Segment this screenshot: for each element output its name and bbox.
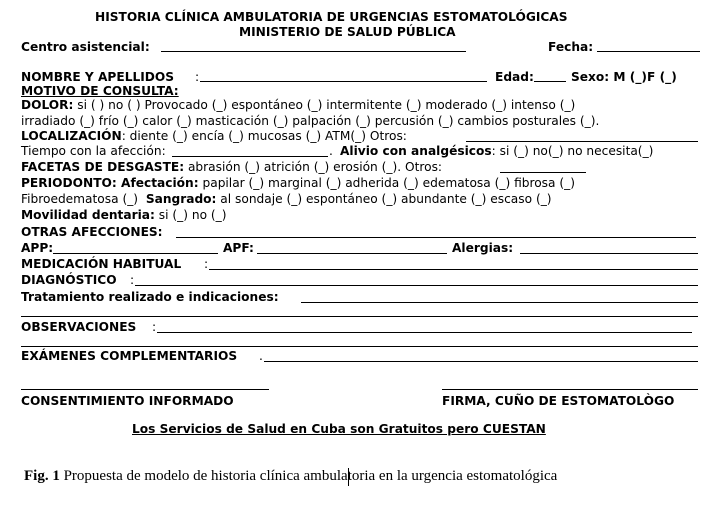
caption-text-1: Propuesta de modelo de historia clínica ambula xyxy=(59,468,348,484)
app-label: APP: xyxy=(21,241,54,255)
observaciones-field-2[interactable] xyxy=(21,346,698,347)
movilidad-options[interactable]: si (_) no (_) xyxy=(154,208,227,222)
otras-field[interactable] xyxy=(176,237,696,238)
age-label: Edad: xyxy=(495,70,534,84)
facetas-otros-field[interactable] xyxy=(500,172,586,173)
diagnostico-field[interactable] xyxy=(135,285,698,286)
name-field[interactable] xyxy=(200,81,487,82)
tiempo-field[interactable] xyxy=(172,156,328,157)
medicacion-separator: : xyxy=(204,257,209,271)
movilidad-row xyxy=(21,209,227,221)
periodonto-options[interactable]: papilar (_) marginal (_) adherida (_) edematosa (_) fibrosa (_) xyxy=(198,176,575,190)
alergias-label: Alergias: xyxy=(452,241,514,255)
dolor-row xyxy=(21,99,575,111)
ministry-title: MINISTERIO DE SALUD PÚBLICA xyxy=(239,25,456,39)
footer-note: Los Servicios de Salud en Cuba son Gratuitos pero CUESTAN xyxy=(132,422,546,436)
tratamiento-field[interactable] xyxy=(301,302,698,303)
caption-label: Fig. 1 xyxy=(24,468,60,484)
tiempo-dot: . xyxy=(329,144,333,158)
consent-label: CONSENTIMIENTO INFORMADO xyxy=(21,394,234,408)
date-label: Fecha: xyxy=(548,40,594,54)
sangrado-options[interactable]: al sondaje (_) espontáneo (_) abundante (_) escaso (_) xyxy=(216,192,552,206)
form-title: HISTORIA CLÍNICA AMBULATORIA DE URGENCIAS ESTOMATOLÓGICAS xyxy=(95,10,568,24)
apf-field[interactable] xyxy=(257,253,447,254)
firma-signature-line[interactable] xyxy=(442,389,698,390)
observaciones-field[interactable] xyxy=(157,332,692,333)
text-cursor xyxy=(348,468,349,486)
observaciones-label: OBSERVACIONES xyxy=(21,320,137,334)
examenes-separator: . xyxy=(259,349,263,363)
localizacion-options[interactable]: : diente (_) encía (_) mucosas (_) ATM(_) Otros: xyxy=(121,129,407,143)
name-separator: : xyxy=(195,70,200,84)
age-field[interactable] xyxy=(534,81,566,82)
localizacion-row xyxy=(21,130,407,142)
date-field[interactable] xyxy=(597,51,700,52)
examenes-field[interactable] xyxy=(264,361,698,362)
periodonto-row xyxy=(21,177,575,189)
alergias-field[interactable] xyxy=(520,253,698,254)
periodonto-row-2 xyxy=(21,193,552,205)
otras-label: OTRAS AFECCIONES: xyxy=(21,225,163,239)
medicacion-field[interactable] xyxy=(209,269,698,270)
apf-label: APF: xyxy=(223,241,254,255)
fibroedematosa-option[interactable]: Fibroedematosa (_) xyxy=(21,192,139,206)
center-field[interactable] xyxy=(161,51,466,52)
dolor-label: DOLOR: xyxy=(21,98,74,112)
observaciones-separator: : xyxy=(152,320,157,334)
tiempo-label: Tiempo con la afección: xyxy=(21,144,166,158)
examenes-label: EXÁMENES COMPLEMENTARIOS xyxy=(21,349,238,363)
consent-signature-line[interactable] xyxy=(21,389,269,390)
diagnostico-separator: : xyxy=(130,273,135,287)
firma-label: FIRMA, CUÑO DE ESTOMATOLÒGO xyxy=(442,394,675,408)
tratamiento-label: Tratamiento realizado e indicaciones: xyxy=(21,290,279,304)
alivio-options[interactable]: : si (_) no(_) no necesita(_) xyxy=(491,144,654,158)
movilidad-label: Movilidad dentaria: xyxy=(21,208,155,222)
medicacion-label: MEDICACIÓN HABITUAL xyxy=(21,257,182,271)
diagnostico-label: DIAGNÓSTICO xyxy=(21,273,117,287)
dolor-options[interactable]: si ( ) no ( ) Provocado (_) espontáneo (_) intermitente (_) moderado (_) intenso (_) xyxy=(73,98,576,112)
motivo-label: MOTIVO DE CONSULTA: xyxy=(21,84,179,98)
localizacion-label: LOCALIZACIÓN xyxy=(21,129,122,143)
facetas-row xyxy=(21,161,442,173)
name-label: NOMBRE Y APELLIDOS xyxy=(21,70,175,84)
app-field[interactable] xyxy=(53,253,218,254)
tratamiento-field-2[interactable] xyxy=(21,316,698,317)
sangrado-label: Sangrado: xyxy=(145,192,217,206)
sex-options[interactable]: Sexo: M (_)F (_) xyxy=(571,70,677,84)
center-label: Centro asistencial: xyxy=(21,40,150,54)
facetas-options[interactable]: abrasión (_) atrición (_) erosión (_). Otros: xyxy=(184,160,443,174)
alivio-row xyxy=(340,145,653,157)
facetas-label: FACETAS DE DESGASTE: xyxy=(21,160,185,174)
figure-caption xyxy=(24,469,557,484)
dolor-options-2[interactable]: irradiado (_) frío (_) calor (_) masticación (_) palpación (_) percusión (_) cambios posturales (_). xyxy=(21,114,600,128)
periodonto-label: PERIODONTO: Afectación: xyxy=(21,176,199,190)
caption-text-2: toria en la urgencia estomatológica xyxy=(347,468,558,484)
alivio-label: Alivio con analgésicos xyxy=(340,144,492,158)
localizacion-otros-field[interactable] xyxy=(466,141,698,142)
